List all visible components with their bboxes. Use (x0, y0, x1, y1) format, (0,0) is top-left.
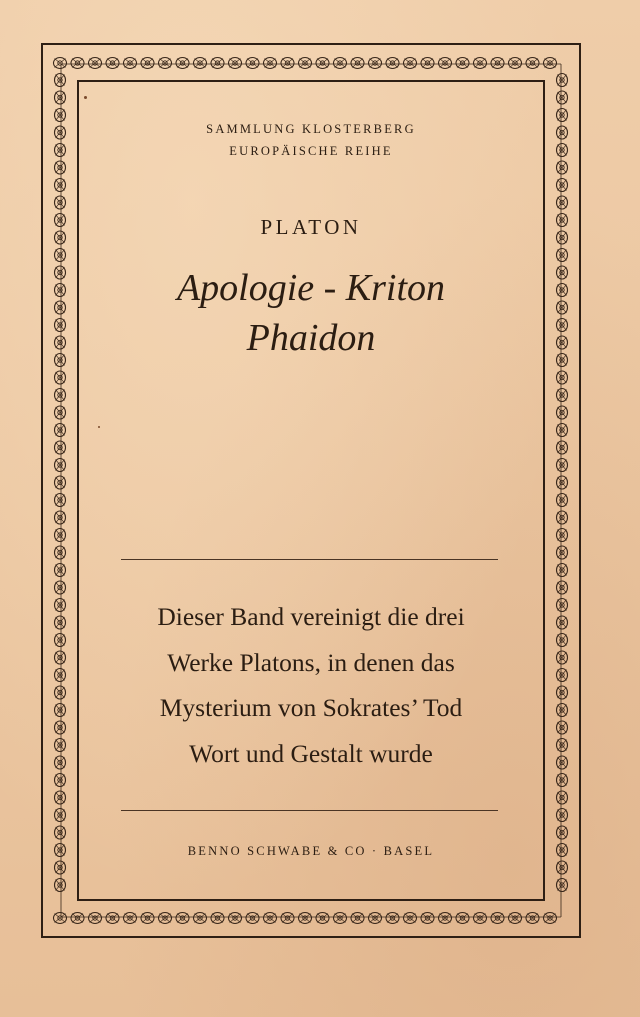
paper-spot (84, 96, 87, 99)
blurb-line: Werke Platons, in denen das (167, 647, 455, 677)
blurb-line: Dieser Band vereinigt die drei (157, 602, 465, 631)
divider-top (121, 559, 498, 560)
author-name: PLATON (260, 215, 362, 239)
blurb-line: Wort und Gestalt wurde (189, 738, 433, 768)
blurb-line: Mysterium von Sokrates’ Tod (159, 693, 463, 722)
series-subtitle: EUROPÄISCHE REIHE (229, 144, 393, 158)
series-title: SAMMLUNG KLOSTERBERG (206, 122, 416, 136)
blurb-text (80, 594, 542, 776)
book-title-line-1: Apologie - Kriton (176, 267, 446, 309)
book-title-line-2: Phaidon (246, 317, 376, 359)
divider-bottom (121, 810, 498, 811)
publisher-imprint: BENNO SCHWABE & CO · BASEL (187, 844, 435, 858)
paper-spot (98, 426, 100, 428)
